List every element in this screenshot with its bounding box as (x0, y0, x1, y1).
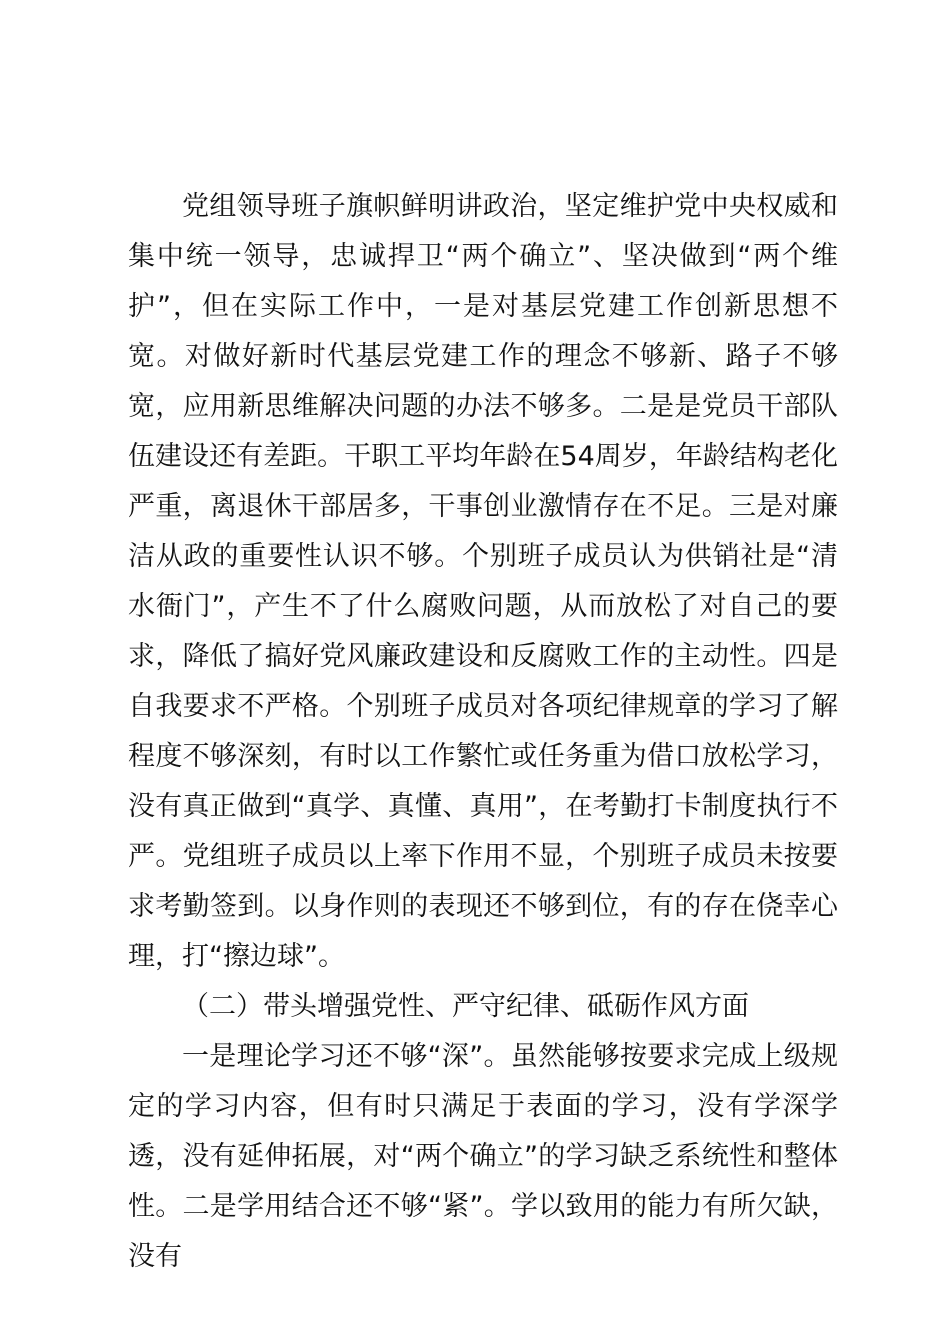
paragraph-theory-study: 一是理论学习还不够“深”。虽然能够按要求完成上级规定的学习内容，但有时只满足于表面的学习，没有学深学透，没有延伸拓展，对“两个确立”的学习缺乏系统性和整体性。二是学用结合还不够“紧”。学以致用的能力有所欠缺，没有 (128, 1041, 838, 1272)
section-heading: （二）带头增强党性、严守纪律、砥砺作风方面 (182, 991, 749, 1022)
document-body (128, 182, 838, 1282)
paragraph-problems: 党组领导班子旗帜鲜明讲政治，坚定维护党中央权威和集中统一领导，忠诚捍卫“两个确立”、坚决做到“两个维护”，但在实际工作中，一是对基层党建工作创新思想不宽。对做好新时代基层党建工作的理念不够新、路子不够宽，应用新思维解决问题的办法不够多。二是是党员干部队伍建设还有差距。干职工平均年龄在54周岁，年龄结构老化严重，离退休干部居多，干事创业激情存在不足。三是对廉洁从政的重要性认识不够。个别班子成员认为供销社是“清水衙门”，产生不了什么腐败问题，从而放松了对自己的要求，降低了搞好党风廉政建设和反腐败工作的主动性。四是自我要求不严格。个别班子成员对各项纪律规章的学习了解程度不够深刻，有时以工作繁忙或任务重为借口放松学习，没有真正做到“真学、真懂、真用”，在考勤打卡制度执行不严。党组班子成员以上率下作用不显，个别班子成员未按要求考勤签到。以身作则的表现还不够到位，有的存在侥幸心理，打“擦边球”。 (128, 191, 838, 972)
